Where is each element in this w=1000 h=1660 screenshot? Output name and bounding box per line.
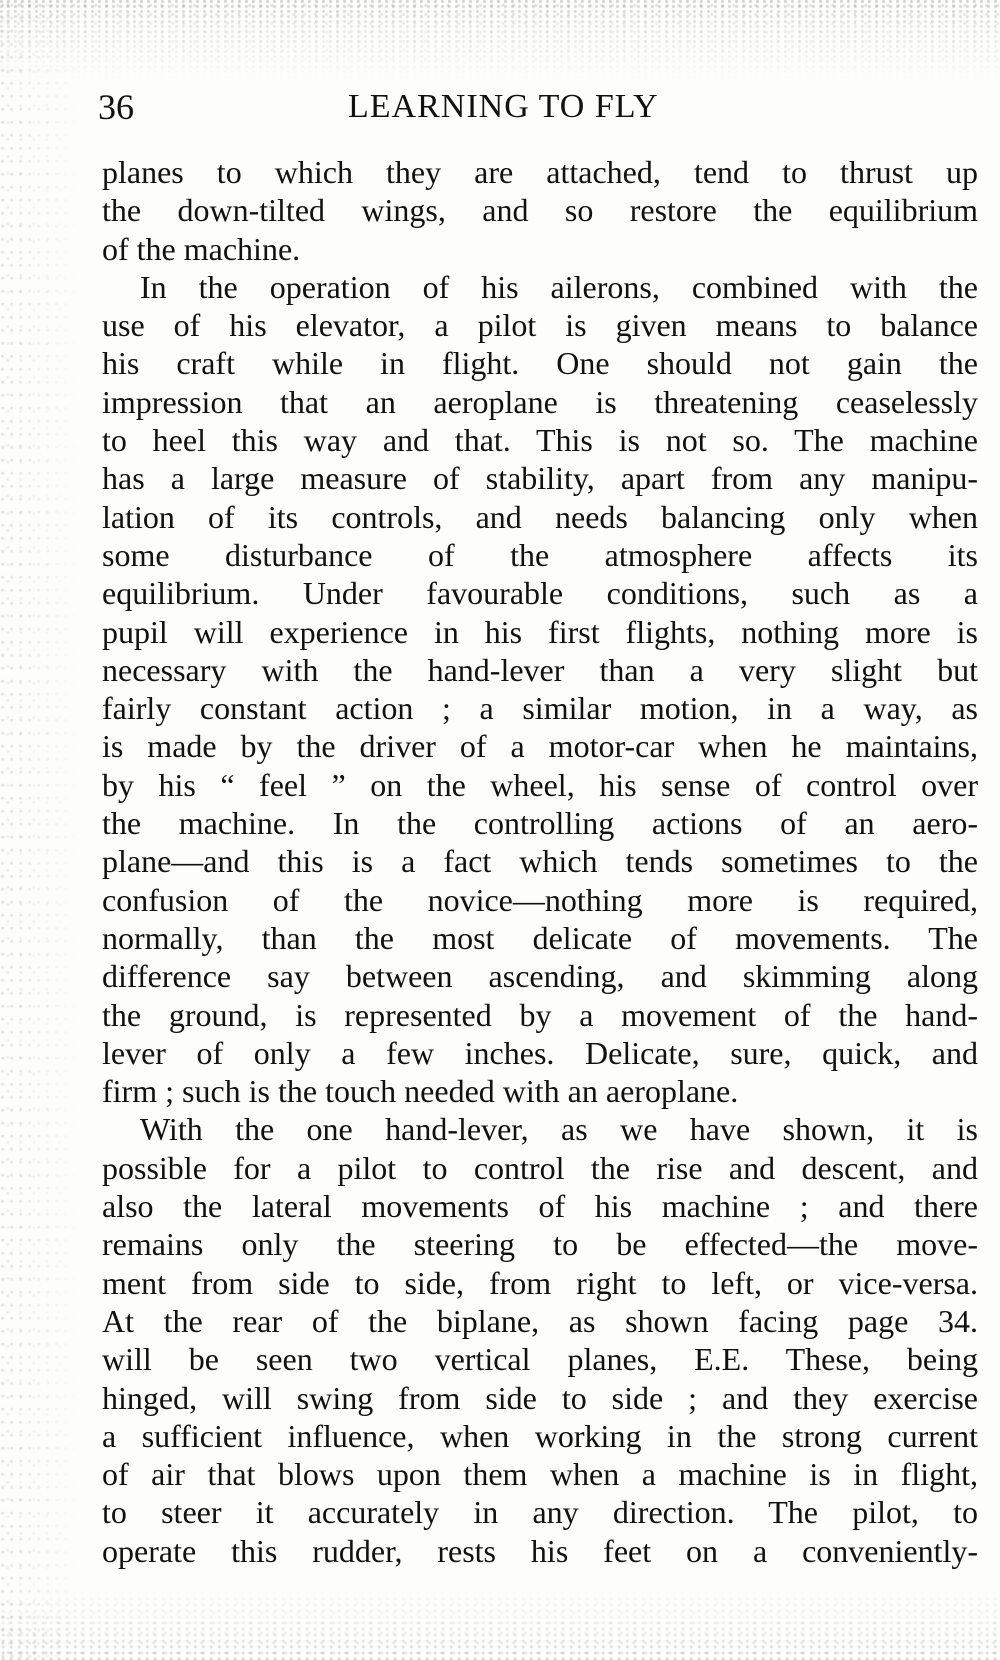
body-text xyxy=(102,153,978,1570)
scan-noise-top xyxy=(0,0,1000,80)
text-line: has a large measure of stability, apart from any manipu- xyxy=(102,460,978,497)
scan-noise-bottom xyxy=(0,1590,1000,1660)
text-line: necessary with the hand-lever than a very slight but xyxy=(102,651,978,688)
page-number: 36 xyxy=(98,87,134,127)
paragraph-first-line: With the one hand-lever, as we have shown, it is xyxy=(140,1111,978,1148)
text-line: the down-tilted wings, and so restore the equilibrium xyxy=(102,192,978,229)
text-line: the ground, is represented by a movement of the hand- xyxy=(102,996,978,1033)
running-head-title: LEARNING TO FLY xyxy=(348,88,659,125)
paragraph-first-line: In the operation of his ailerons, combined with the xyxy=(140,268,978,305)
text-line: ment from side to side, from right to left, or vice-versa. xyxy=(102,1264,978,1301)
text-line: possible for a pilot to control the rise and descent, and xyxy=(102,1149,978,1186)
text-line: planes to which they are attached, tend to thrust up xyxy=(102,154,978,190)
text-line: use of his elevator, a pilot is given means to balance xyxy=(102,307,978,344)
text-line: of air that blows upon them when a machine is in flight, xyxy=(102,1456,978,1493)
text-line: by his “ feel ” on the wheel, his sense of control over xyxy=(102,766,978,803)
text-line: equilibrium. Under favourable conditions, such as a xyxy=(102,575,978,612)
text-line: his craft while in flight. One should not gain the xyxy=(102,345,978,382)
text-line: operate this rudder, rests his feet on a conveniently- xyxy=(102,1532,978,1569)
page-header xyxy=(98,82,978,132)
text-line: remains only the steering to be effected—the move- xyxy=(102,1226,978,1263)
text-line: to steer it accurately in any direction. The pilot, to xyxy=(102,1494,978,1531)
text-line: difference say between ascending, and skimming along xyxy=(102,958,978,995)
text-line: firm ; such is the touch needed with an aeroplane. xyxy=(102,1073,739,1110)
text-line: At the rear of the biplane, as shown facing page 34. xyxy=(102,1302,978,1339)
text-line: normally, than the most delicate of movements. The xyxy=(102,919,978,956)
text-line: a sufficient influence, when working in the strong current xyxy=(102,1417,978,1454)
text-line: is made by the driver of a motor-car when he maintains, xyxy=(102,728,978,765)
text-line: pupil will experience in his first flights, nothing more is xyxy=(102,613,978,650)
text-line: plane—and this is a fact which tends sometimes to the xyxy=(102,843,978,880)
text-line: lever of only a few inches. Delicate, sure, quick, and xyxy=(102,1034,978,1071)
text-line: will be seen two vertical planes, E.E. These, being xyxy=(102,1341,978,1378)
text-line: to heel this way and that. This is not so. The machine xyxy=(102,422,978,459)
text-line: hinged, will swing from side to side ; and they exercise xyxy=(102,1379,978,1416)
text-line: the machine. In the controlling actions of an aero- xyxy=(102,805,978,842)
text-line: also the lateral movements of his machine ; and there xyxy=(102,1188,978,1225)
text-line: fairly constant action ; a similar motion, in a way, as xyxy=(102,690,978,727)
text-line: impression that an aeroplane is threatening ceaselessly xyxy=(102,383,978,420)
text-line: lation of its controls, and needs balancing only when xyxy=(102,498,978,535)
text-line: some disturbance of the atmosphere affects its xyxy=(102,536,978,573)
text-line: of the machine. xyxy=(102,230,301,267)
scan-noise-left xyxy=(0,0,80,1660)
text-line: confusion of the novice—nothing more is required, xyxy=(102,881,978,918)
